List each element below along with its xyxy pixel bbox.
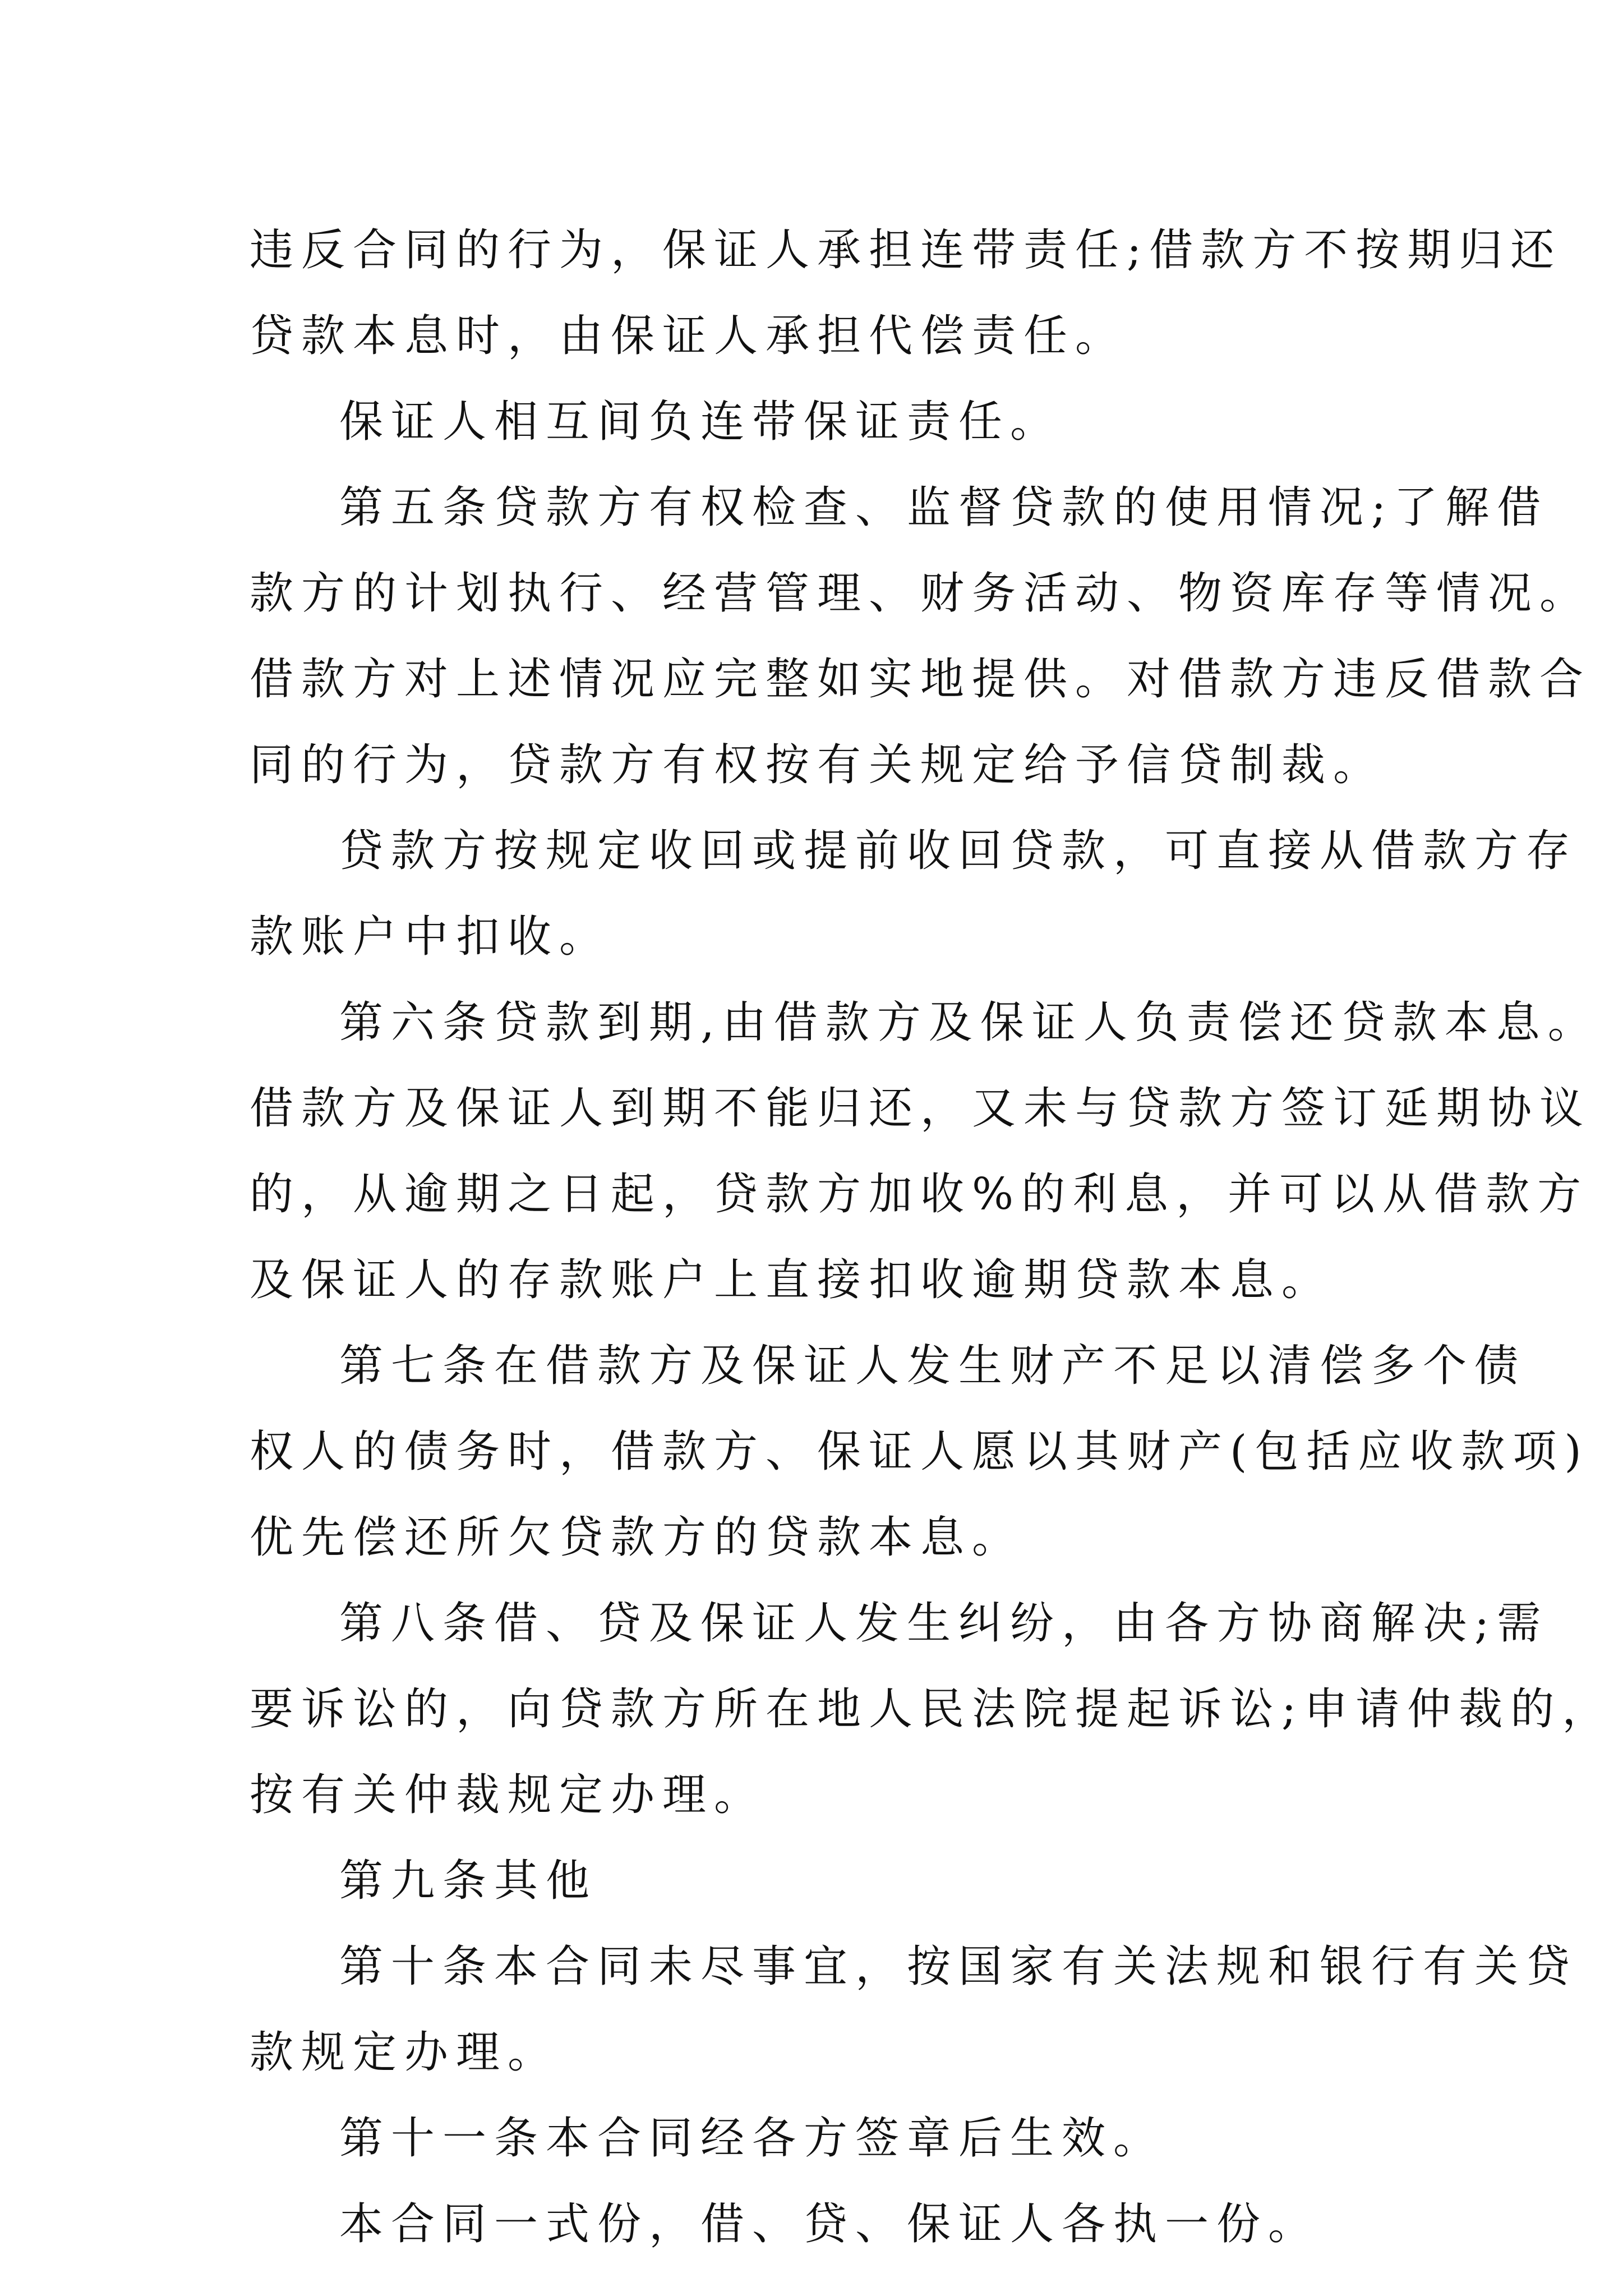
paragraph-guarantor-liability [250,208,1562,379]
text-line: 按有关仲裁规定办理。 [250,1770,766,1820]
text-line: 同的行为，贷款方有权按有关规定给予信贷制裁。 [250,740,1385,790]
paragraph-article-9 [250,1838,1394,1924]
text-line: 借款方及保证人到期不能归还，又未与贷款方签订延期协议 [250,1083,1592,1134]
text-line: 权人的债务时，借款方、保证人愿以其财产(包括应收款项) [250,1427,1589,1477]
text-line: 第七条在借款方及保证人发生财产不足以清偿多个债 [339,1341,1527,1391]
text-line: 要诉讼的，向贷款方所在地人民法院提起诉讼;申请仲裁的， [250,1684,1614,1734]
text-line: 保证人相互间负连带保证责任。 [339,397,1062,447]
text-line: 及保证人的存款账户上直接扣收逾期贷款本息。 [250,1255,1334,1305]
paragraph-article-6 [250,980,1599,1323]
paragraph-copies [250,2182,1394,2267]
paragraph-article-11 [250,2096,1394,2182]
document-body [250,208,1614,2267]
text-line: 优先偿还所欠贷款方的贷款本息。 [250,1512,1024,1563]
text-line: 的，从逾期之日起，贷款方加收%的利息，并可以从借款方 [250,1169,1589,1220]
text-line: 贷款方按规定收回或提前收回贷款，可直接从借款方存 [339,826,1578,876]
text-line: 违反合同的行为，保证人承担连带责任;借款方不按期归还 [250,225,1562,275]
paragraph-loan-recovery [250,808,1578,980]
text-line: 本合同一式份，借、贷、保证人各执一份。 [339,2199,1320,2249]
paragraph-article-8 [250,1581,1614,1838]
text-line: 第六条贷款到期,由借款方及保证人负责偿还贷款本息。 [339,997,1599,1048]
paragraph-article-10 [250,1924,1578,2096]
text-line: 第十条本合同未尽事宜，按国家有关法规和银行有关贷 [339,1941,1578,1992]
text-line: 贷款本息时，由保证人承担代偿责任。 [250,311,1127,361]
text-line: 款账户中扣收。 [250,912,611,962]
text-line: 款方的计划执行、经营管理、财务活动、物资库存等情况。 [250,568,1592,619]
paragraph-joint-guarantee [250,379,1394,465]
paragraph-article-7 [250,1323,1589,1581]
text-line: 第十一条本合同经各方签章后生效。 [339,2113,1165,2164]
text-line: 第五条贷款方有权检查、监督贷款的使用情况;了解借 [339,482,1549,533]
text-line: 第八条借、贷及保证人发生纠纷，由各方协商解决;需 [339,1598,1549,1649]
text-line: 第九条其他 [339,1856,598,1906]
text-line: 借款方对上述情况应完整如实地提供。对借款方违反借款合 [250,654,1592,705]
paragraph-article-5 [250,465,1592,808]
text-line: 款规定办理。 [250,2027,560,2078]
